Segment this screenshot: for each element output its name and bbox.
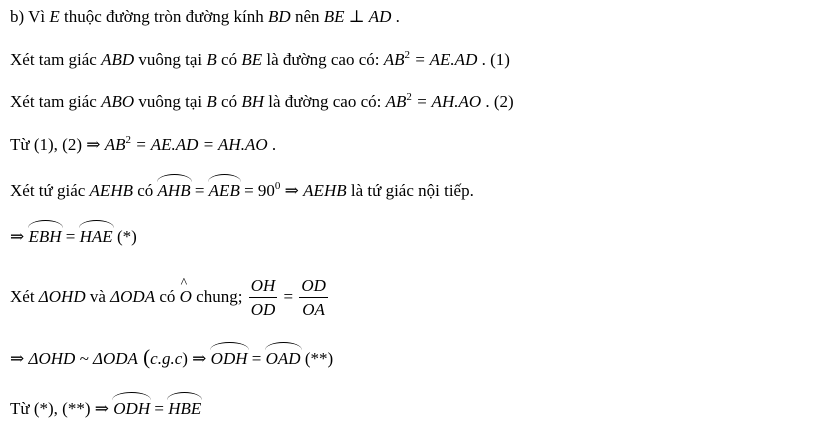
fraction-od-oa: $\frac{OD}{OA}$ [301,275,326,319]
line-4: Từ (1), (2) ⇒ $AB^2 = AE.AD = AH.AO$ . [10,134,277,154]
angle-aeb: AEB [208,181,240,200]
line-3: Xét tam giác ABO vuông tại B có BH là đường cao có: $AB^2 = AH.AO$ . (2) [10,91,514,111]
angle-oad: OAD [265,349,301,368]
line-5: Xét tứ giác AEHB có AHB = AEB = $90^0$ ⇒ AEHB là tứ giác nội tiếp. [10,180,474,200]
angle-odh-2: ODH [113,399,151,418]
line-8: ⇒ ΔOHD ~ ΔODA (c.g.c) ⇒ ODH = OAD (**) [10,345,334,369]
line-7: Xét ΔOHD và ΔODA có ^ O chung; $\frac{OH}{OD}$ = $\frac{OD}{OA}$ [10,273,330,322]
line-2: Xét tam giác ABD vuông tại B có BE là đường cao có: $AB^2 = AE.AD$ . (1) [10,49,510,69]
angle-ahb: AHB [157,181,191,200]
line-9: Từ (*), (**) ⇒ ODH = HBE [10,399,202,418]
angle-hae: HAE [79,227,113,246]
line-6: ⇒ EBH = HAE (*) [10,227,137,246]
angle-hbe: HBE [168,399,202,418]
angle-odh: ODH [210,349,248,368]
fraction-oh-od: $\frac{OH}{OD}$ [250,275,276,319]
line-1: b) Vì E thuộc đường tròn đường kính BD nên BE ⊥ AD . [10,7,400,26]
angle-ebh: EBH [28,227,62,246]
angle-o: ^ O [180,273,192,321]
